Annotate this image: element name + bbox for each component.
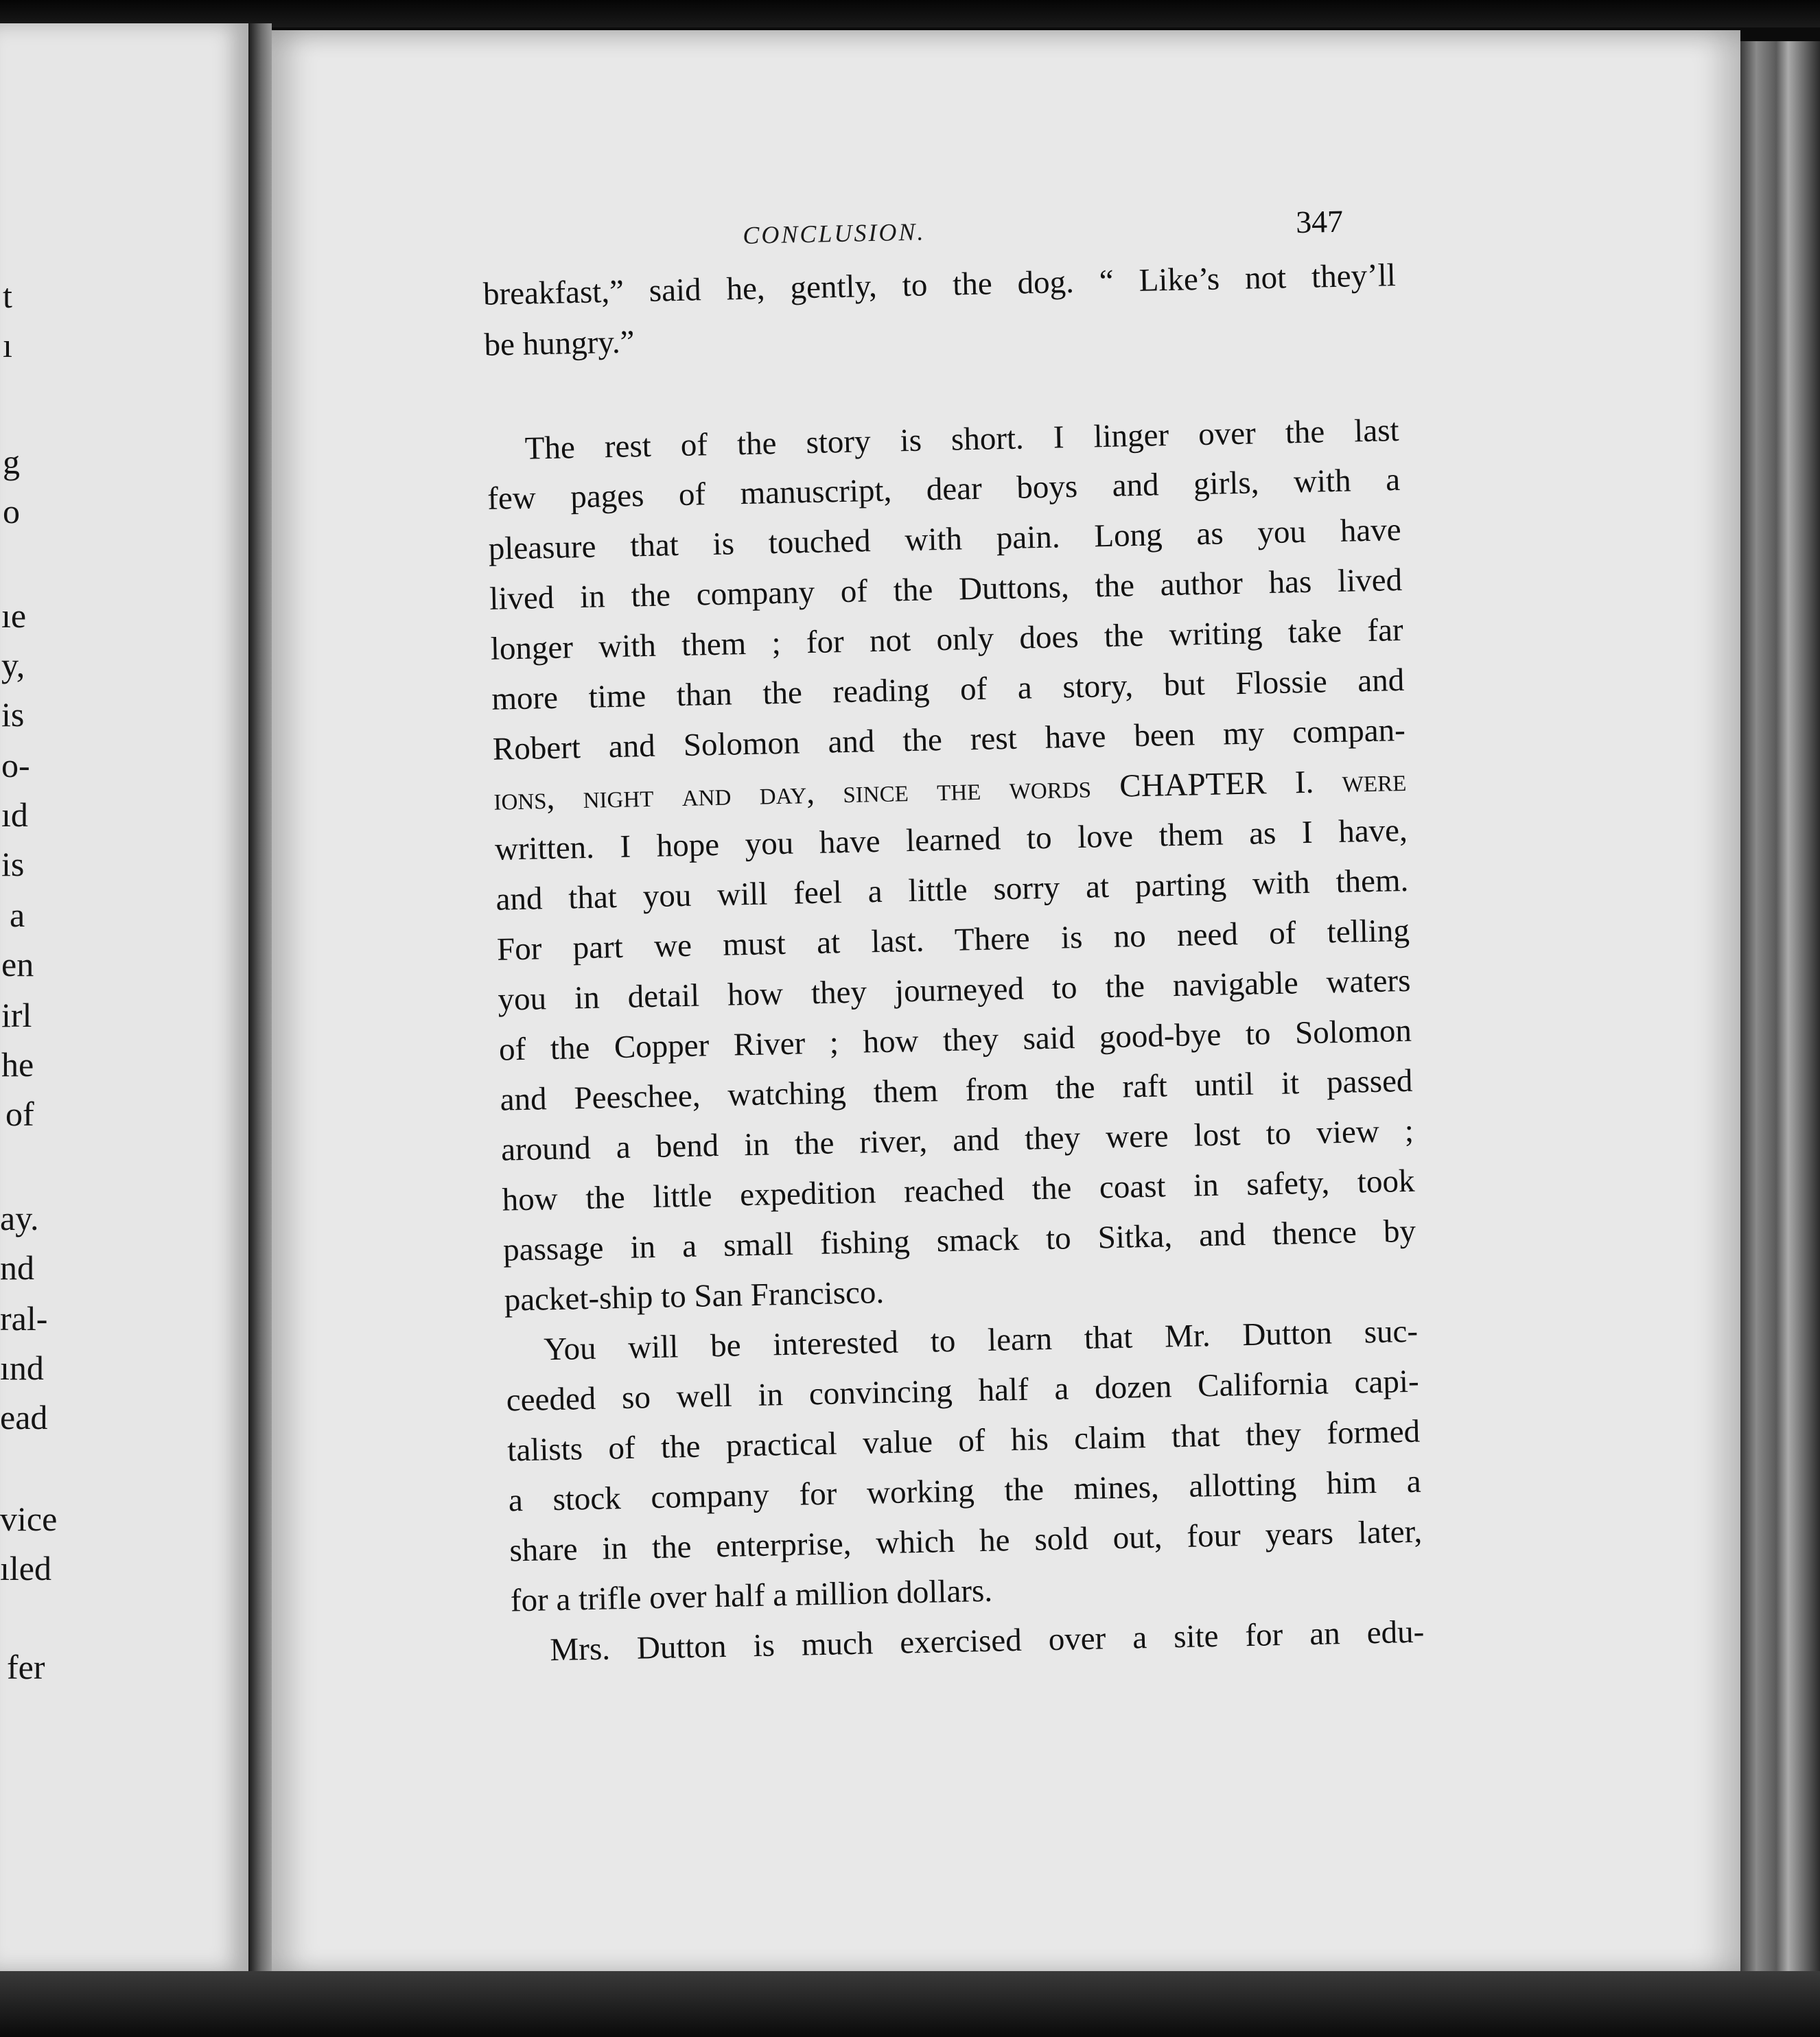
text-line: packet-ship to San Francisco. xyxy=(504,1274,885,1318)
text-line: ceeded so well in convincing half a dozen California capi- xyxy=(506,1363,1420,1419)
text-line: be hungry.” xyxy=(484,324,635,363)
left-page-fragment: ay. xyxy=(0,1199,39,1237)
left-page-fragment: is xyxy=(1,695,25,734)
text-line: around a bend in the river, and they were lost to view ; xyxy=(500,1113,1414,1168)
text-line: for a trifle over half a million dollars. xyxy=(510,1572,993,1619)
left-page-fragment: y, xyxy=(1,646,25,684)
left-page-fragment: t xyxy=(3,277,12,315)
text-line: how the little expedition reached the coast in safety, took xyxy=(502,1163,1415,1218)
text-line: a stock company for working the mines, allotting him a xyxy=(508,1463,1422,1519)
book-right-edge xyxy=(1740,41,1820,1990)
text-line: you in detail how they journeyed to the navigable waters xyxy=(498,962,1411,1018)
paragraph-start-line: Mrs. Dutton is much exercised over a site for an edu- xyxy=(549,1614,1425,1668)
left-page-fragment: of xyxy=(5,1095,34,1133)
left-page-fragment: o- xyxy=(1,746,30,784)
left-page-fragment: ıd xyxy=(1,795,28,834)
text-line: and Peeschee, watching them from the raft until it passed xyxy=(500,1062,1413,1118)
left-page-fragment: ınd xyxy=(0,1349,44,1387)
left-page-fragment: fer xyxy=(7,1648,45,1686)
left-page-fragment: he xyxy=(1,1045,34,1084)
text-line: pleasure that is touched with pain. Long as you have xyxy=(488,511,1402,567)
left-page-fragment: ı xyxy=(3,326,12,364)
left-page-fragment: en xyxy=(1,945,34,983)
left-page-fragment: is xyxy=(1,845,25,883)
text-line: longer with them ; for not only does the writing take far xyxy=(490,612,1404,667)
text-line: talists of the practical value of his claim that they formed xyxy=(506,1413,1421,1469)
text-line: written. I hope you have learned to love them as I have, xyxy=(494,812,1408,868)
text-line: ions, night and day, since the words CHAPTER I. were xyxy=(493,762,1407,817)
left-page-fragment: g xyxy=(3,443,20,481)
text-line: breakfast,” said he, gently, to the dog. “ Like’s not they’ll xyxy=(482,257,1397,312)
right-page xyxy=(272,30,1740,1977)
left-page-fragment: ıe xyxy=(1,596,27,635)
left-page-fragment: ral- xyxy=(0,1299,48,1338)
page-number: 347 xyxy=(1295,203,1344,240)
book-top-edge xyxy=(0,0,1820,27)
left-page-fragment: irl xyxy=(1,996,32,1034)
text-line: For part we must at last. There is no need of telling xyxy=(496,912,1410,968)
left-page-fragment: ıled xyxy=(0,1549,51,1587)
left-page-fragment: o xyxy=(3,492,20,531)
book-bottom-edge xyxy=(0,1971,1820,2037)
running-head: CONCLUSION. xyxy=(742,218,926,249)
text-line: of the Copper River ; how they said good-bye to Solomon xyxy=(498,1012,1412,1068)
text-line: Robert and Solomon and the rest have been my compan- xyxy=(492,712,1406,767)
left-page-fragment: ead xyxy=(0,1398,48,1436)
text-line: share in the enterprise, which he sold out, four years later, xyxy=(509,1513,1423,1569)
text-line: lived in the company of the Duttons, the author has lived xyxy=(489,561,1403,617)
text-line: few pages of manuscript, dear boys and girls, with a xyxy=(487,462,1401,517)
paragraph-start-line: You will be interested to learn that Mr. Dutton suc- xyxy=(543,1313,1419,1368)
book-gutter xyxy=(248,23,272,1993)
text-line: passage in a small fishing smack to Sitka, and thence by xyxy=(502,1213,1416,1268)
text-line: more time than the reading of a story, but Flossie and xyxy=(491,662,1405,717)
left-page-fragment: a xyxy=(10,896,25,934)
left-page xyxy=(0,23,253,1971)
paragraph-start-line: The rest of the story is short. I linger over the last xyxy=(524,412,1400,467)
left-page-fragment: nd xyxy=(0,1248,34,1287)
left-page-fragment: vice xyxy=(0,1500,58,1538)
text-line: and that you will feel a little sorry at parting with them. xyxy=(495,862,1409,918)
